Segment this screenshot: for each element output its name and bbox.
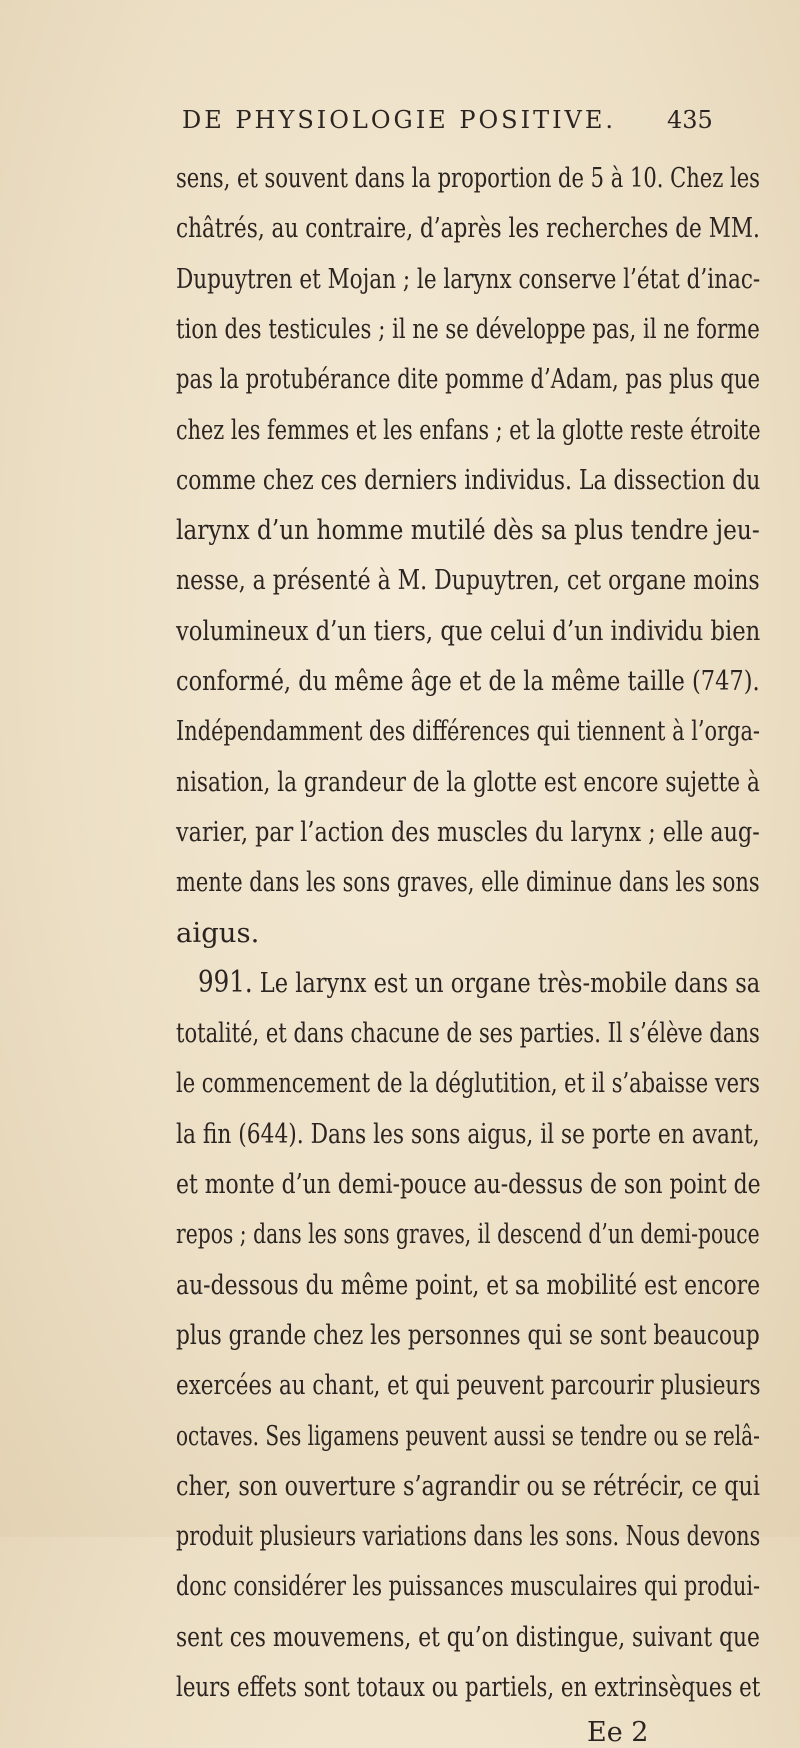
text-line: leurs effets sont totaux ou partiels, en extrinsèques et xyxy=(176,1671,761,1703)
text-line: nisation, la grandeur de la glotte est encore sujette à xyxy=(176,766,760,798)
text-line: plus grande chez les personnes qui se sont beaucoup xyxy=(176,1319,760,1351)
text-line: le commencement de la déglutition, et il s’abaisse vers xyxy=(176,1067,760,1099)
text-line: Indépendamment des différences qui tiennent à l’orga- xyxy=(176,715,761,747)
text-line: produit plusieurs variations dans les sons. Nous devons xyxy=(176,1520,761,1552)
text-line: sens, et souvent dans la proportion de 5 à 10. Chez les xyxy=(176,162,760,194)
text-line: et monte d’un demi-pouce au-dessus de son point de xyxy=(176,1168,761,1200)
text-line: Dupuytren et Mojan ; le larynx conserve l’état d’inac- xyxy=(176,263,761,295)
text-line: donc considérer les puissances musculaires qui produi- xyxy=(176,1570,761,1602)
text-line: exercées au chant, et qui peuvent parcourir plusieurs xyxy=(176,1369,761,1401)
text-line: pas la protubérance dite pomme d’Adam, pas plus que xyxy=(176,363,760,395)
text-line: cher, son ouverture s’agrandir ou se rétrécir, ce qui xyxy=(176,1470,761,1502)
text-line: aigus. xyxy=(176,917,260,949)
text-line: conformé, du même âge et de la même taille (747). xyxy=(176,665,760,697)
paragraph-number: 991. xyxy=(198,965,253,1000)
text-line: nesse, a présenté à M. Dupuytren, cet organe moins xyxy=(176,564,760,596)
text-line: larynx d’un homme mutilé dès sa plus tendre jeu- xyxy=(176,514,760,546)
text-line: tion des testicules ; il ne se développe pas, il ne forme xyxy=(176,313,760,345)
text-line: volumineux d’un tiers, que celui d’un individu bien xyxy=(176,615,761,647)
text-line: châtrés, au contraire, d’après les recherches de MM. xyxy=(176,212,760,244)
paragraph-start-line xyxy=(198,963,760,1003)
text-line: Le larynx est un organe très-mobile dans sa xyxy=(259,967,761,999)
running-title: DE PHYSIOLOGIE POSITIVE. xyxy=(182,106,617,134)
running-head xyxy=(0,106,800,146)
text-line: totalité, et dans chacune de ses parties. Il s’élève dans xyxy=(176,1017,760,1049)
text-line: mente dans les sons graves, elle diminue dans les sons xyxy=(176,866,760,898)
text-line: au-dessous du même point, et sa mobilité est encore xyxy=(176,1269,761,1301)
text-line: sent ces mouvemens, et qu’on distingue, suivant que xyxy=(176,1621,760,1653)
text-line: repos ; dans les sons graves, il descend d’un demi-pouce xyxy=(176,1218,760,1250)
text-line: la fin (644). Dans les sons aigus, il se porte en avant, xyxy=(176,1118,760,1150)
page-number: 435 xyxy=(667,106,713,134)
text-line: varier, par l’action des muscles du larynx ; elle aug- xyxy=(176,816,760,848)
text-line: chez les femmes et les enfans ; et la glotte reste étroite xyxy=(176,414,761,446)
text-line: octaves. Ses ligamens peuvent aussi se tendre ou se relâ- xyxy=(176,1420,760,1452)
signature-mark: Ee 2 xyxy=(587,1717,649,1748)
text-line: comme chez ces derniers individus. La dissection du xyxy=(176,464,761,496)
